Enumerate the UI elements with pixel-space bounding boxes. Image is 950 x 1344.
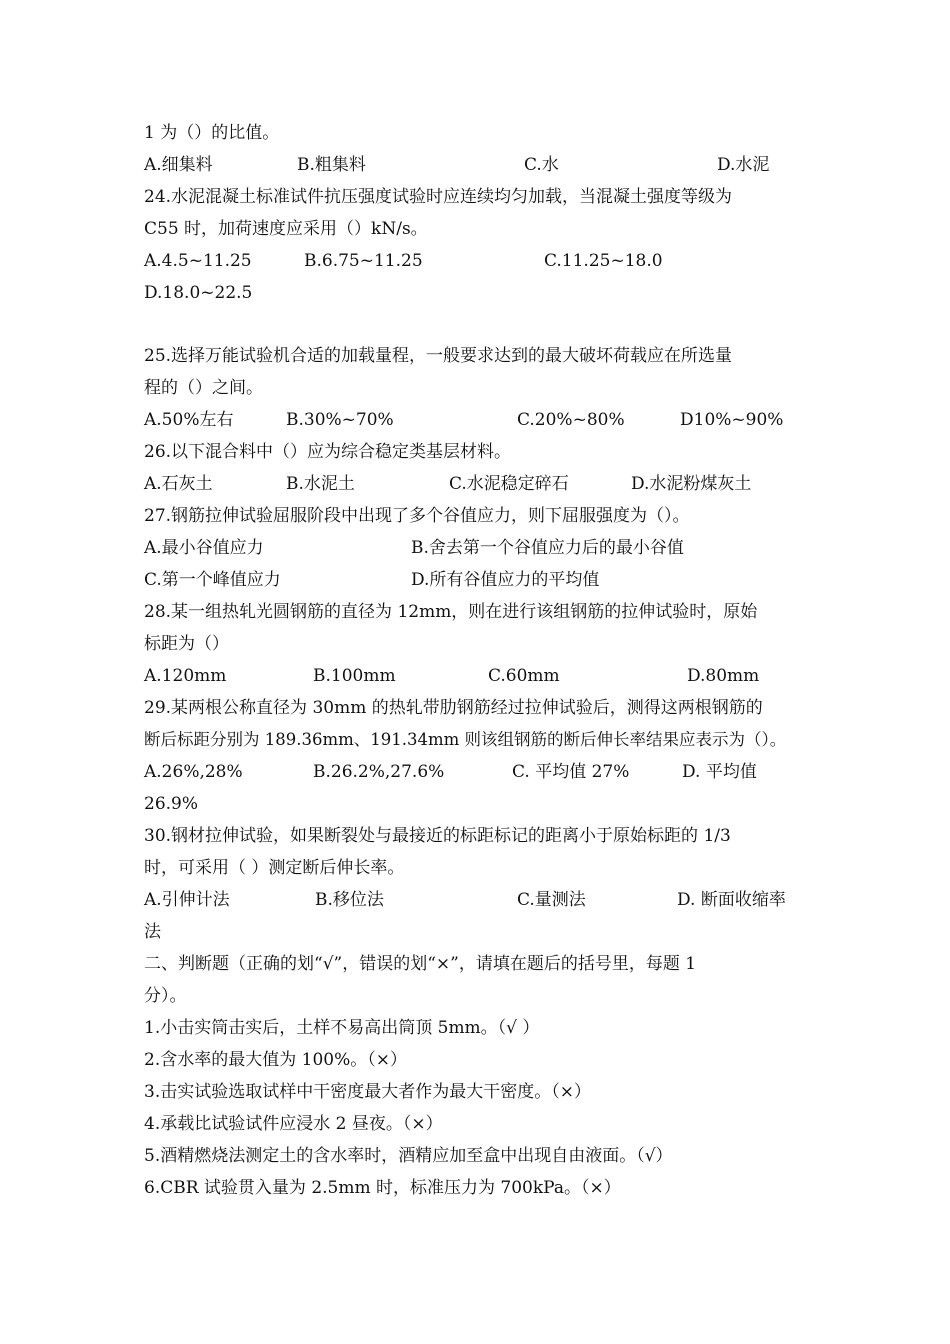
q29-option-a: A.26%,28% [144, 762, 243, 782]
judge-item-3: 3.击实试验选取试样中干密度最大者作为最大干密度。（×） [144, 1082, 591, 1102]
judge-item-2: 2.含水率的最大值为 100%。（×） [144, 1050, 407, 1070]
q26-option-b: B.水泥土 [286, 474, 355, 494]
q28-option-a: A.120mm [144, 666, 227, 686]
q28-stem-line1: 28.某一组热轧光圆钢筋的直径为 12mm，则在进行该组钢筋的拉伸试验时，原始 [144, 602, 758, 622]
q28-option-c: C.60mm [488, 666, 560, 686]
q27-option-d: D.所有谷值应力的平均值 [411, 570, 600, 590]
judge-item-5: 5.酒精燃烧法测定土的含水率时，酒精应加至盒中出现自由液面。（√） [144, 1146, 673, 1166]
q27-option-c: C.第一个峰值应力 [144, 570, 281, 590]
q25-option-c: C.20%~80% [517, 410, 625, 430]
q27-stem: 27.钢筋拉伸试验屈服阶段中出现了多个谷值应力，则下屈服强度为（）。 [144, 506, 690, 526]
q24-option-a: A.4.5~11.25 [144, 251, 252, 271]
q30-stem-line2: 时，可采用（ ）测定断后伸长率。 [144, 858, 405, 878]
q25-option-d: D10%~90% [680, 410, 784, 430]
q30-option-c: C.量测法 [517, 890, 586, 910]
q25-option-a: A.50%左右 [144, 410, 234, 430]
q29-option-d-value: 26.9% [144, 794, 199, 814]
q29-stem-line2: 断后标距分别为 189.36mm、191.34mm 则该组钢筋的断后伸长率结果应表示为（）。 [144, 730, 787, 749]
q23-option-d: D.水泥 [717, 155, 770, 175]
section2-heading-line2: 分）。 [144, 986, 187, 1006]
q28-option-b: B.100mm [313, 666, 396, 686]
q26-option-d: D.水泥粉煤灰土 [631, 474, 752, 494]
q24-option-b: B.6.75~11.25 [304, 251, 423, 271]
q23-stem-tail: 1 为（）的比值。 [144, 123, 280, 143]
q29-option-b: B.26.2%,27.6% [313, 762, 445, 782]
q23-option-b: B.粗集料 [297, 155, 366, 175]
q30-option-a: A.引伸计法 [144, 890, 230, 910]
q30-option-b: B.移位法 [315, 890, 384, 910]
q29-option-d: D. 平均值 [682, 762, 757, 782]
q23-option-c: C.水 [524, 155, 559, 175]
q28-option-d: D.80mm [687, 666, 760, 686]
q28-stem-line2: 标距为（） [144, 634, 229, 654]
q29-option-c: C. 平均值 27% [512, 762, 630, 782]
q26-stem: 26.以下混合料中（）应为综合稳定类基层材料。 [144, 442, 512, 462]
q24-stem-line1: 24.水泥混凝土标准试件抗压强度试验时应连续均匀加载，当混凝土强度等级为 [144, 187, 733, 207]
q26-option-c: C.水泥稳定碎石 [449, 474, 569, 494]
q30-option-d-tail: 法 [144, 922, 161, 942]
section2-heading-line1: 二、判断题（正确的划“√”，错误的划“×”，请填在题后的括号里，每题 1 [144, 954, 697, 974]
q27-option-b: B.舍去第一个谷值应力后的最小谷值 [411, 538, 684, 558]
q24-stem-line2: C55 时，加荷速度应采用（）kN/s。 [144, 219, 428, 239]
q25-stem-line1: 25.选择万能试验机合适的加载量程，一般要求达到的最大破坏荷载应在所选量 [144, 346, 733, 366]
q24-option-c: C.11.25~18.0 [544, 251, 663, 271]
q27-option-a: A.最小谷值应力 [144, 538, 264, 558]
q24-option-d: D.18.0~22.5 [144, 283, 253, 303]
q25-option-b: B.30%~70% [286, 410, 394, 430]
q29-stem-line1: 29.某两根公称直径为 30mm 的热轧带肋钢筋经过拉伸试验后，测得这两根钢筋的 [144, 698, 763, 718]
q30-option-d: D. 断面收缩率 [677, 890, 786, 910]
judge-item-6: 6.CBR 试验贯入量为 2.5mm 时，标准压力为 700kPa。（×） [144, 1178, 621, 1198]
q26-option-a: A.石灰土 [144, 474, 213, 494]
judge-item-4: 4.承载比试验试件应浸水 2 昼夜。（×） [144, 1114, 443, 1134]
q23-option-a: A.细集料 [144, 155, 213, 175]
q25-stem-line2: 程的（）之间。 [144, 378, 263, 398]
judge-item-1: 1.小击实筒击实后，土样不易高出筒顶 5mm。（√ ） [144, 1018, 540, 1038]
q30-stem-line1: 30.钢材拉伸试验，如果断裂处与最接近的标距标记的距离小于原始标距的 1/3 [144, 826, 731, 846]
